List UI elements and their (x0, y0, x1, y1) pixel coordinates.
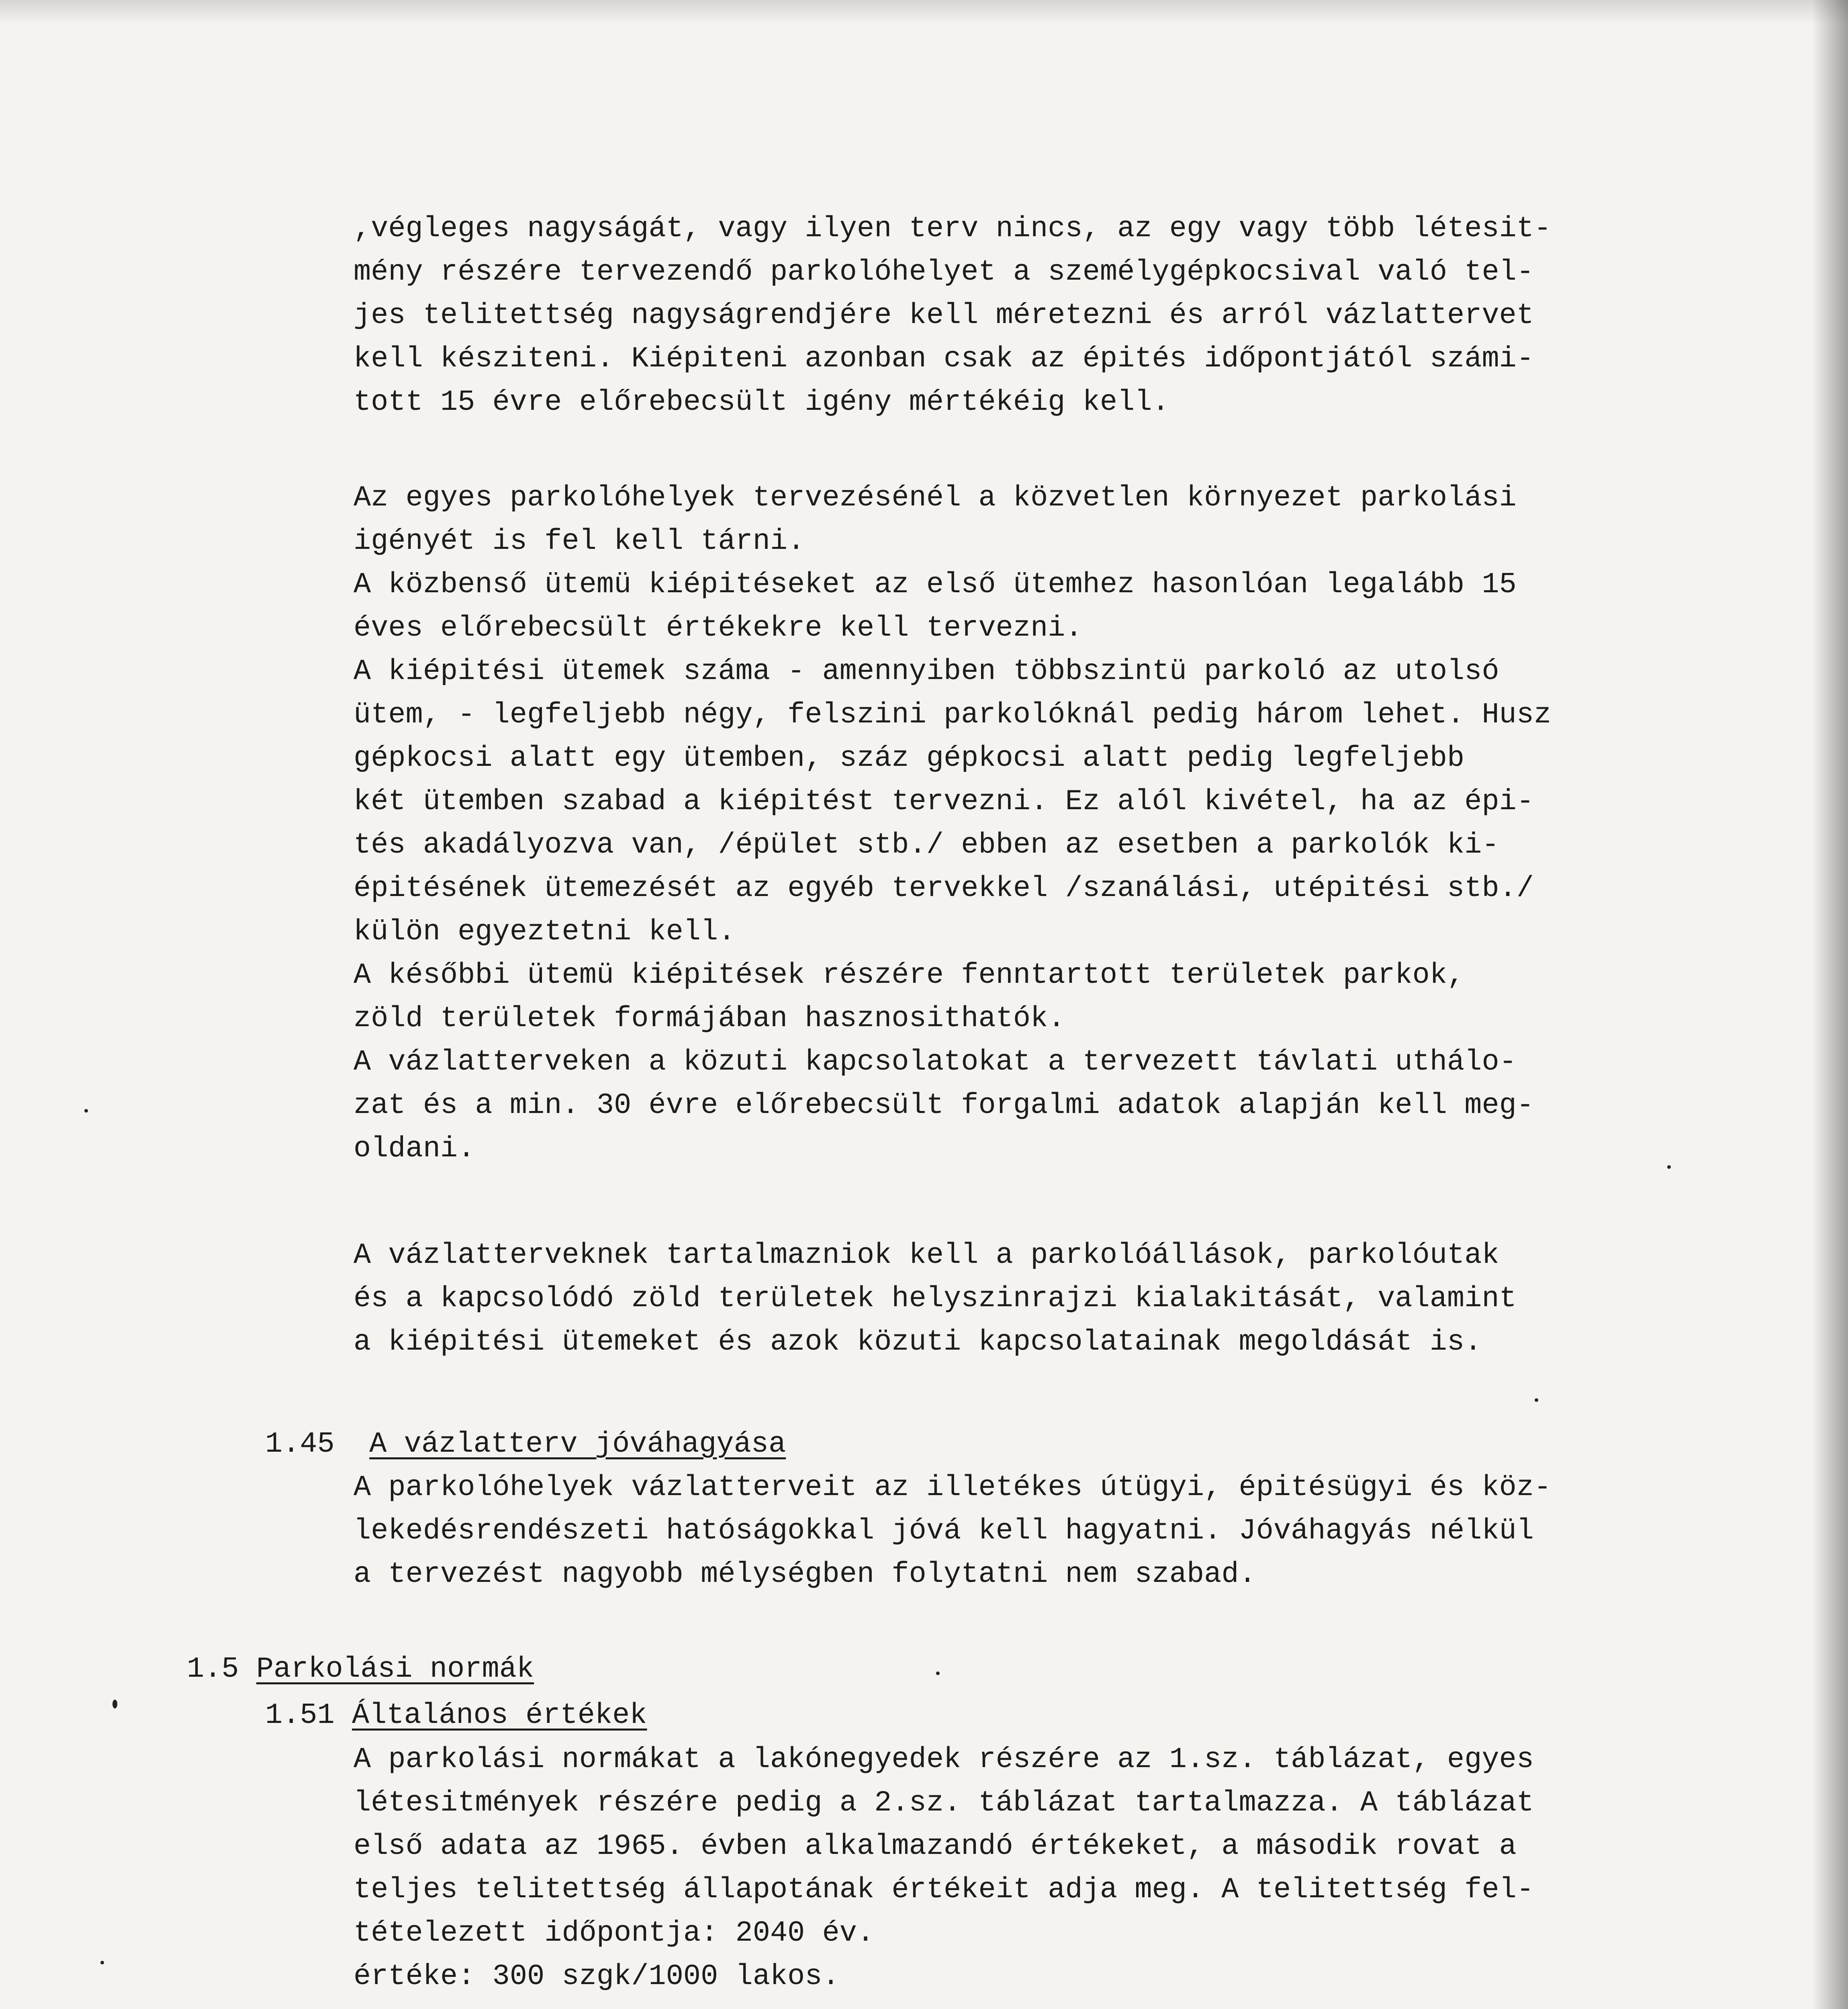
section-heading-1-5 (187, 1647, 534, 1691)
text-line: A közbenső ütemü kiépitéseket az első ütemhez hasonlóan legalább 15 (354, 568, 1517, 601)
scan-right-edge-shadow (1812, 0, 1848, 2009)
paragraph-approval (354, 1466, 1631, 1596)
text-line: zöld területek formájában hasznosithatók. (354, 1002, 1065, 1035)
scan-top-shadow (0, 0, 1848, 24)
text-line: épitésének ütemezését az egyéb tervekkel /szanálási, utépitési stb./ (354, 872, 1534, 905)
text-line: létesitmények részére pedig a 2.sz. táblázat tartalmazza. A táblázat (354, 1786, 1534, 1819)
text-line: tételezett időpontja: 2040 év. (354, 1917, 875, 1950)
paragraph-contents (354, 1234, 1631, 1364)
text-line: első adata az 1965. évben alkalmazandó értékeket, a második rovat a (354, 1830, 1517, 1863)
text-line: A parkolási normákat a lakónegyedek részére az 1.sz. táblázat, egyes (354, 1743, 1534, 1776)
scan-speck (1667, 1165, 1671, 1169)
text-line: két ütemben szabad a kiépitést tervezni. Ez alól kivétel, ha az épi- (354, 785, 1534, 818)
scan-speck (936, 1671, 940, 1675)
text-line: és a kapcsolódó zöld területek helyszinrajzi kialakitását, valamint (354, 1282, 1517, 1315)
section-title: Általános értékek (352, 1699, 647, 1732)
text-line: oldani. (354, 1132, 475, 1165)
section-title: Parkolási normák (256, 1653, 534, 1686)
paragraph-intro (354, 207, 1631, 424)
section-number: 1.51 (265, 1699, 335, 1732)
text-line: jes telitettség nagyságrendjére kell méretezni és arról vázlattervet (354, 299, 1534, 332)
paragraph-general-values (354, 1738, 1631, 1998)
section-title: A vázlatterv jóváhagyása (369, 1428, 786, 1461)
paragraph-phases (354, 476, 1631, 1170)
text-line: értéke: 300 szgk/1000 lakos. (354, 1960, 840, 1993)
text-line: kell késziteni. Kiépiteni azonban csak az épités időpontjától számi- (354, 342, 1534, 375)
scan-speck (100, 1961, 104, 1964)
text-line: Az egyes parkolóhelyek tervezésénél a közvetlen környezet parkolási (354, 481, 1517, 514)
text-line: lekedésrendészeti hatóságokkal jóvá kell hagyatni. Jóváhagyás nélkül (354, 1514, 1534, 1547)
text-line: A parkolóhelyek vázlatterveit az illetékes útügyi, épitésügyi és köz- (354, 1471, 1552, 1504)
text-line: ,végleges nagyságát, vagy ilyen terv nincs, az egy vagy több létesit- (354, 212, 1552, 245)
text-line: ütem, - legfeljebb négy, felszini parkolóknál pedig három lehet. Husz (354, 698, 1552, 731)
text-line: teljes telitettség állapotának értékeit adja meg. A telitettség fel- (354, 1873, 1534, 1906)
text-line: zat és a min. 30 évre előrebecsült forgalmi adatok alapján kell meg- (354, 1089, 1534, 1122)
text-line: mény részére tervezendő parkolóhelyet a személygépkocsival való tel- (354, 256, 1534, 288)
section-number: 1.5 (187, 1653, 239, 1686)
text-line: a kiépitési ütemeket és azok közuti kapcsolatainak megoldását is. (354, 1326, 1482, 1358)
text-line: gépkocsi alatt egy ütemben, száz gépkocsi alatt pedig legfeljebb (354, 742, 1465, 775)
text-line: A vázlatterveknek tartalmazniok kell a parkolóállások, parkolóutak (354, 1239, 1499, 1272)
text-line: A későbbi ütemü kiépitések részére fenntartott területek parkok, (354, 959, 1465, 992)
text-line: A vázlatterveken a közuti kapcsolatokat a tervezett távlati uthálo- (354, 1045, 1517, 1078)
section-heading-1-51 (265, 1694, 647, 1737)
section-heading-1-45 (265, 1422, 786, 1466)
text-line: tott 15 évre előrebecsült igény mértékéig kell. (354, 386, 1169, 419)
scan-speck (112, 1700, 117, 1708)
text-line: éves előrebecsült értékekre kell tervezni. (354, 612, 1083, 644)
text-line: külön egyeztetni kell. (354, 915, 736, 948)
text-line: tés akadályozva van, /épület stb./ ebben az esetben a parkolók ki- (354, 829, 1499, 861)
text-line: igényét is fel kell tárni. (354, 525, 805, 558)
text-line: a tervezést nagyobb mélységben folytatni nem szabad. (354, 1558, 1256, 1591)
scan-speck (84, 1109, 88, 1113)
text-line: A kiépitési ütemek száma - amennyiben többszintü parkoló az utolsó (354, 655, 1499, 688)
section-number: 1.45 (265, 1428, 335, 1461)
scan-speck (1535, 1398, 1538, 1402)
